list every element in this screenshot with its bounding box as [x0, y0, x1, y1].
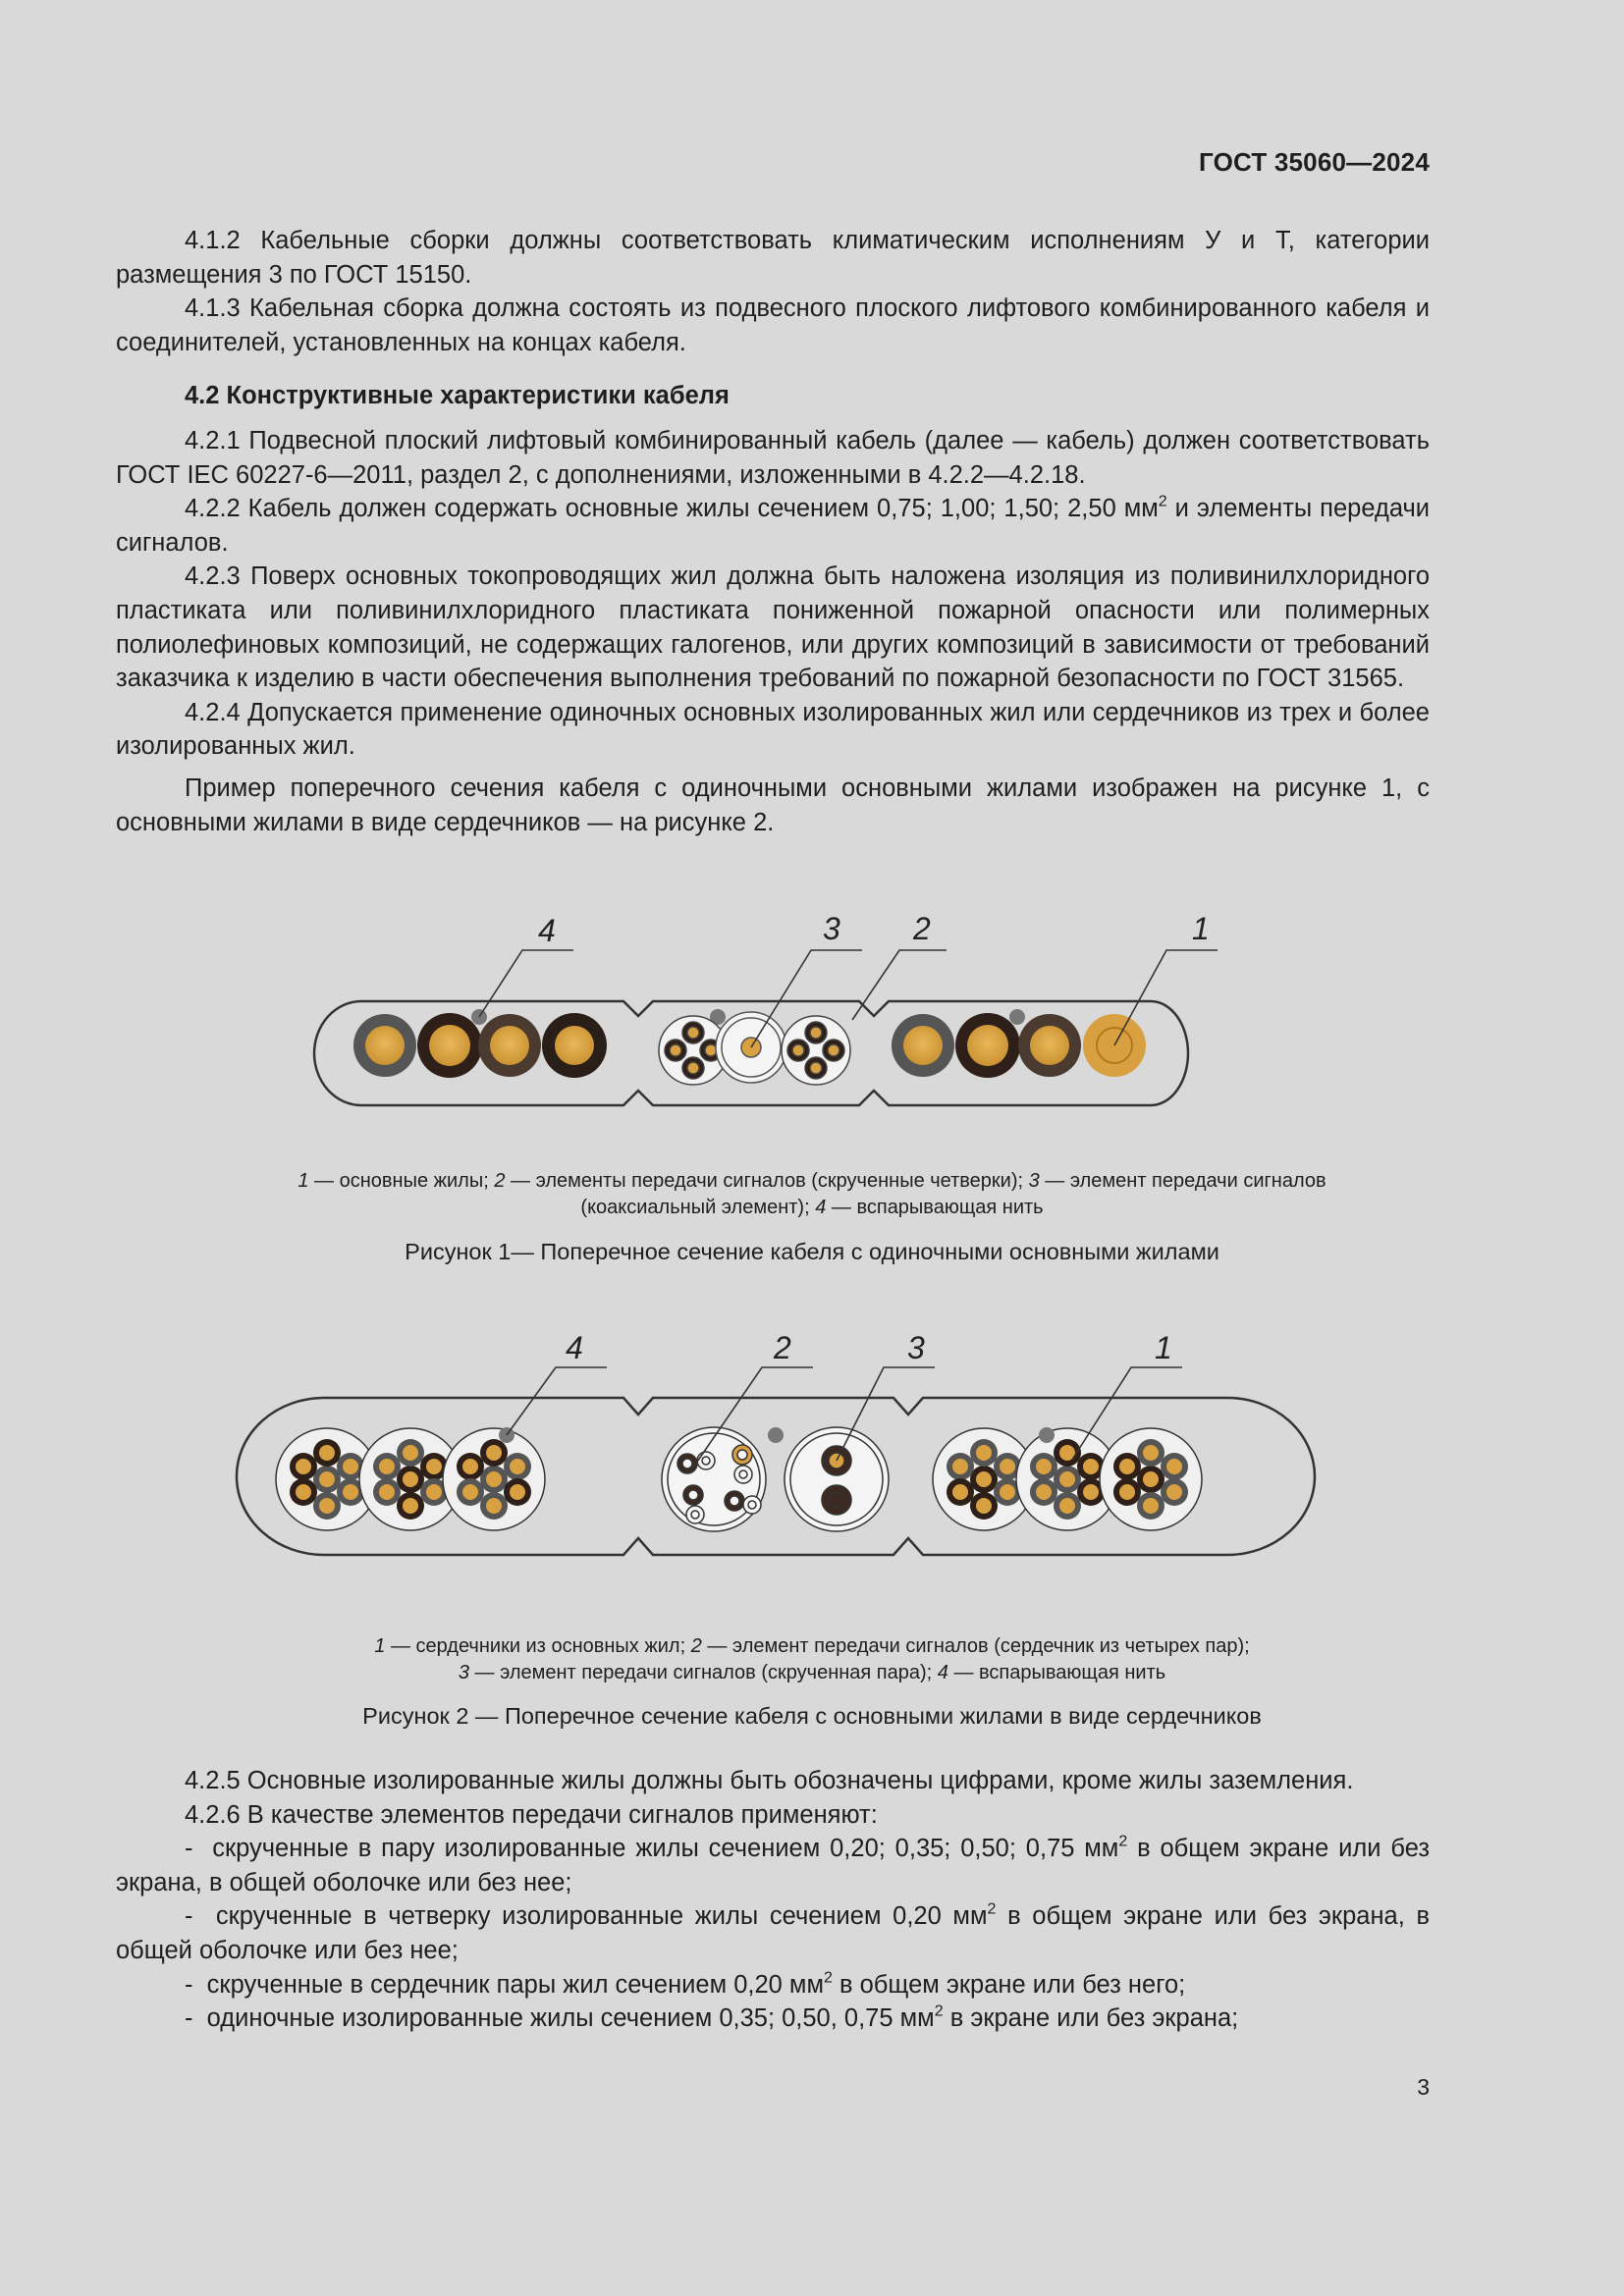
paragraph-4-2-4: 4.2.4 Допускается применение одиночных основных изолированных жил или сердечников из трех и более изолированных жил.: [116, 698, 1430, 761]
legend-text: — вспарывающая нить: [947, 1662, 1166, 1683]
legend-number: 1: [374, 1635, 386, 1657]
paragraph-example: Пример поперечного сечения кабеля с одиночными основными жилами изображен на рисунке 1, с основными жилами в виде сердечников — на рисунке 2.: [116, 774, 1430, 836]
core-wire-conductor: [462, 1484, 478, 1500]
figure-2-drawing: [0, 1320, 1624, 1575]
callout-2: 2: [913, 911, 931, 946]
core-wire-conductor: [1143, 1471, 1159, 1487]
paragraph-4-2-2-tail: и элементы передачи сигналов.: [116, 495, 1431, 557]
figure-2-legend: [0, 1633, 1624, 1686]
legend-number: 4: [815, 1197, 827, 1218]
document-header: ГОСТ 35060—2024: [1199, 147, 1430, 177]
core-wire-conductor: [1059, 1471, 1075, 1487]
core-wire-conductor: [1143, 1498, 1159, 1514]
core-wire-conductor: [1083, 1484, 1099, 1500]
legend-number: 2: [690, 1635, 702, 1657]
core-wire-conductor: [296, 1459, 311, 1474]
callout-2: 2: [774, 1330, 791, 1365]
core-wire-conductor: [319, 1471, 335, 1487]
list-marker: -: [185, 1970, 193, 1999]
paragraph-4-1-2: 4.1.2 Кабельные сборки должны соответствовать климатическим исполнениям У и Т, категории размещения 3 по ГОСТ 15150.: [116, 227, 1430, 289]
legend-text: — сердечники из основных жил;: [385, 1635, 691, 1657]
legend-number: 3: [1028, 1170, 1040, 1192]
core-wire-conductor: [1119, 1484, 1135, 1500]
legend-number: 2: [494, 1170, 506, 1192]
core-wire-conductor: [403, 1445, 418, 1461]
superscript: 2: [987, 1900, 997, 1918]
core-wire-conductor: [343, 1459, 358, 1474]
callout-4: 4: [566, 1330, 583, 1365]
list-item-tail: в общем экране или без него;: [832, 1970, 1186, 1999]
core-wire-conductor: [379, 1484, 395, 1500]
core-wire-conductor: [462, 1459, 478, 1474]
legend-line: [0, 1633, 1624, 1660]
figure-1-drawing: [0, 898, 1624, 1124]
core-wire-conductor: [403, 1471, 418, 1487]
legend-line: [0, 1660, 1624, 1686]
core-wire-conductor: [510, 1459, 525, 1474]
core-wire-conductor: [486, 1445, 502, 1461]
core-wire-conductor: [1000, 1484, 1015, 1500]
paragraph-4-1-3: 4.1.3 Кабельная сборка должна состоять из подвесного плоского лифтового комбинированного кабеля и соединителей, установленных на концах кабеля.: [116, 294, 1430, 356]
list-item-tail: в общем экране или без экрана, в общей оболочке или без нее;: [116, 1835, 1431, 1896]
core-wire-conductor: [952, 1484, 968, 1500]
clauses-4-2-5-onward: [116, 1764, 1430, 2036]
list-marker: -: [185, 1835, 193, 1863]
section-4-2: [116, 379, 1430, 839]
legend-line: [0, 1168, 1624, 1195]
core-wire-conductor: [403, 1498, 418, 1514]
section-title: 4.2 Конструктивные характеристики кабеля: [185, 382, 730, 409]
page-number: 3: [1417, 2074, 1430, 2100]
core-wire-conductor: [1000, 1459, 1015, 1474]
core-wire-conductor: [1036, 1459, 1052, 1474]
figure-1-caption: Рисунок 1— Поперечное сечение кабеля с одиночными основными жилами: [405, 1239, 1219, 1264]
twisted-quad-right: [782, 1016, 850, 1085]
list-item-text: одиночные изолированные жилы сечением 0,35; 0,50, 0,75 мм: [206, 2004, 935, 2033]
list-item-text: скрученные в пару изолированные жилы сечением 0,20; 0,35; 0,50; 0,75 мм: [212, 1835, 1119, 1863]
legend-number: 4: [937, 1662, 948, 1683]
four-pair-signal-core: [662, 1427, 766, 1531]
core-wire-conductor: [976, 1445, 992, 1461]
figure-1-legend: [0, 1168, 1624, 1221]
paragraph-4-2-6: 4.2.6 В качестве элементов передачи сигналов применяют:: [185, 1800, 878, 1829]
list-marker: -: [185, 1902, 193, 1931]
core-wire-conductor: [379, 1459, 395, 1474]
paragraph-4-2-2: [116, 492, 1430, 560]
core-wire-conductor: [1119, 1459, 1135, 1474]
list-item: [116, 1899, 1430, 1967]
core-wire-conductor: [486, 1471, 502, 1487]
list-item: [116, 1832, 1430, 1899]
core-wire-conductor: [343, 1484, 358, 1500]
legend-line: [0, 1195, 1624, 1221]
callout-4: 4: [538, 913, 556, 948]
core-wire-conductor: [510, 1484, 525, 1500]
core-wire-conductor: [1083, 1459, 1099, 1474]
core-wire-conductor: [1036, 1484, 1052, 1500]
list-item-text: скрученные в сердечник пары жил сечением 0,20 мм: [206, 1970, 824, 1999]
legend-number: 1: [298, 1170, 309, 1192]
legend-number: 3: [458, 1662, 469, 1683]
list-item-tail: в экране или без экрана;: [943, 2004, 1239, 2033]
list-item: [116, 2002, 1430, 2036]
list-item-text: скрученные в четверку изолированные жилы сечением 0,20 мм: [215, 1902, 988, 1931]
superscript: 2: [934, 2002, 944, 2020]
paragraph-4-2-3: 4.2.3 Поверх основных токопроводящих жил должна быть наложена изоляция из поливинилхлоридного пластиката или поливинилхлоридного пластиката пониженной пожарной опасности или полимерных полиолефиновых композиций, не содержащих галогенов, или других композиций в зависимости от требований заказчика к изделию в части обеспечения выполнения требований по пожарной безопасности по ГОСТ 31565.: [116, 562, 1430, 693]
core-wire-conductor: [319, 1498, 335, 1514]
core-wire-conductor: [976, 1498, 992, 1514]
legend-text: — основные жилы;: [308, 1170, 495, 1192]
figure-2-caption: Рисунок 2 — Поперечное сечение кабеля с основными жилами в виде сердечников: [362, 1703, 1262, 1729]
core-wire-conductor: [1143, 1445, 1159, 1461]
callout-1: 1: [1192, 911, 1210, 946]
paragraph-4-2-1: 4.2.1 Подвесной плоский лифтовый комбинированный кабель (далее — кабель) должен соответствовать ГОСТ IEC 60227-6—2011, раздел 2, с дополнениями, изложенными в 4.2.2—4.2.18.: [116, 427, 1430, 489]
clauses-4-1: [116, 224, 1430, 359]
paragraph-4-2-5: 4.2.5 Основные изолированные жилы должны быть обозначены цифрами, кроме жилы заземления.: [185, 1767, 1354, 1794]
callout-1: 1: [1155, 1330, 1172, 1365]
callout-3: 3: [823, 911, 840, 946]
list-item-tail: в общем экране или без экрана, в общей оболочке или без нее;: [116, 1902, 1431, 1964]
twisted-pair-signal: [785, 1427, 889, 1531]
core-wire-conductor: [319, 1445, 335, 1461]
core-wire-conductor: [486, 1498, 502, 1514]
legend-text: — элементы передачи сигналов (скрученные четверки);: [505, 1170, 1029, 1192]
core-wire-conductor: [976, 1471, 992, 1487]
core-wire-conductor: [1166, 1459, 1182, 1474]
core-wire-conductor: [296, 1484, 311, 1500]
core-wire-conductor: [1166, 1484, 1182, 1500]
legend-text: — вспарывающая нить: [826, 1197, 1044, 1218]
list-item: [116, 1968, 1430, 2002]
superscript: 2: [1118, 1833, 1128, 1850]
superscript: 2: [1158, 493, 1167, 510]
legend-text: — элемент передачи сигналов (скрученная пара);: [468, 1662, 938, 1683]
core-wire-conductor: [426, 1459, 442, 1474]
core-wire-conductor: [1059, 1498, 1075, 1514]
legend-text: — элемент передачи сигналов (сердечник из четырех пар);: [701, 1635, 1250, 1657]
superscript: 2: [823, 1969, 833, 1987]
legend-text: (коаксиальный элемент);: [580, 1197, 816, 1218]
core-wire-conductor: [952, 1459, 968, 1474]
core-wire-conductor: [426, 1484, 442, 1500]
callout-3: 3: [907, 1330, 925, 1365]
legend-text: — элемент передачи сигналов: [1039, 1170, 1326, 1192]
list-marker: -: [185, 2004, 193, 2033]
paragraph-4-2-2-text: 4.2.2 Кабель должен содержать основные жилы сечением 0,75; 1,00; 1,50; 2,50 мм: [185, 495, 1159, 523]
